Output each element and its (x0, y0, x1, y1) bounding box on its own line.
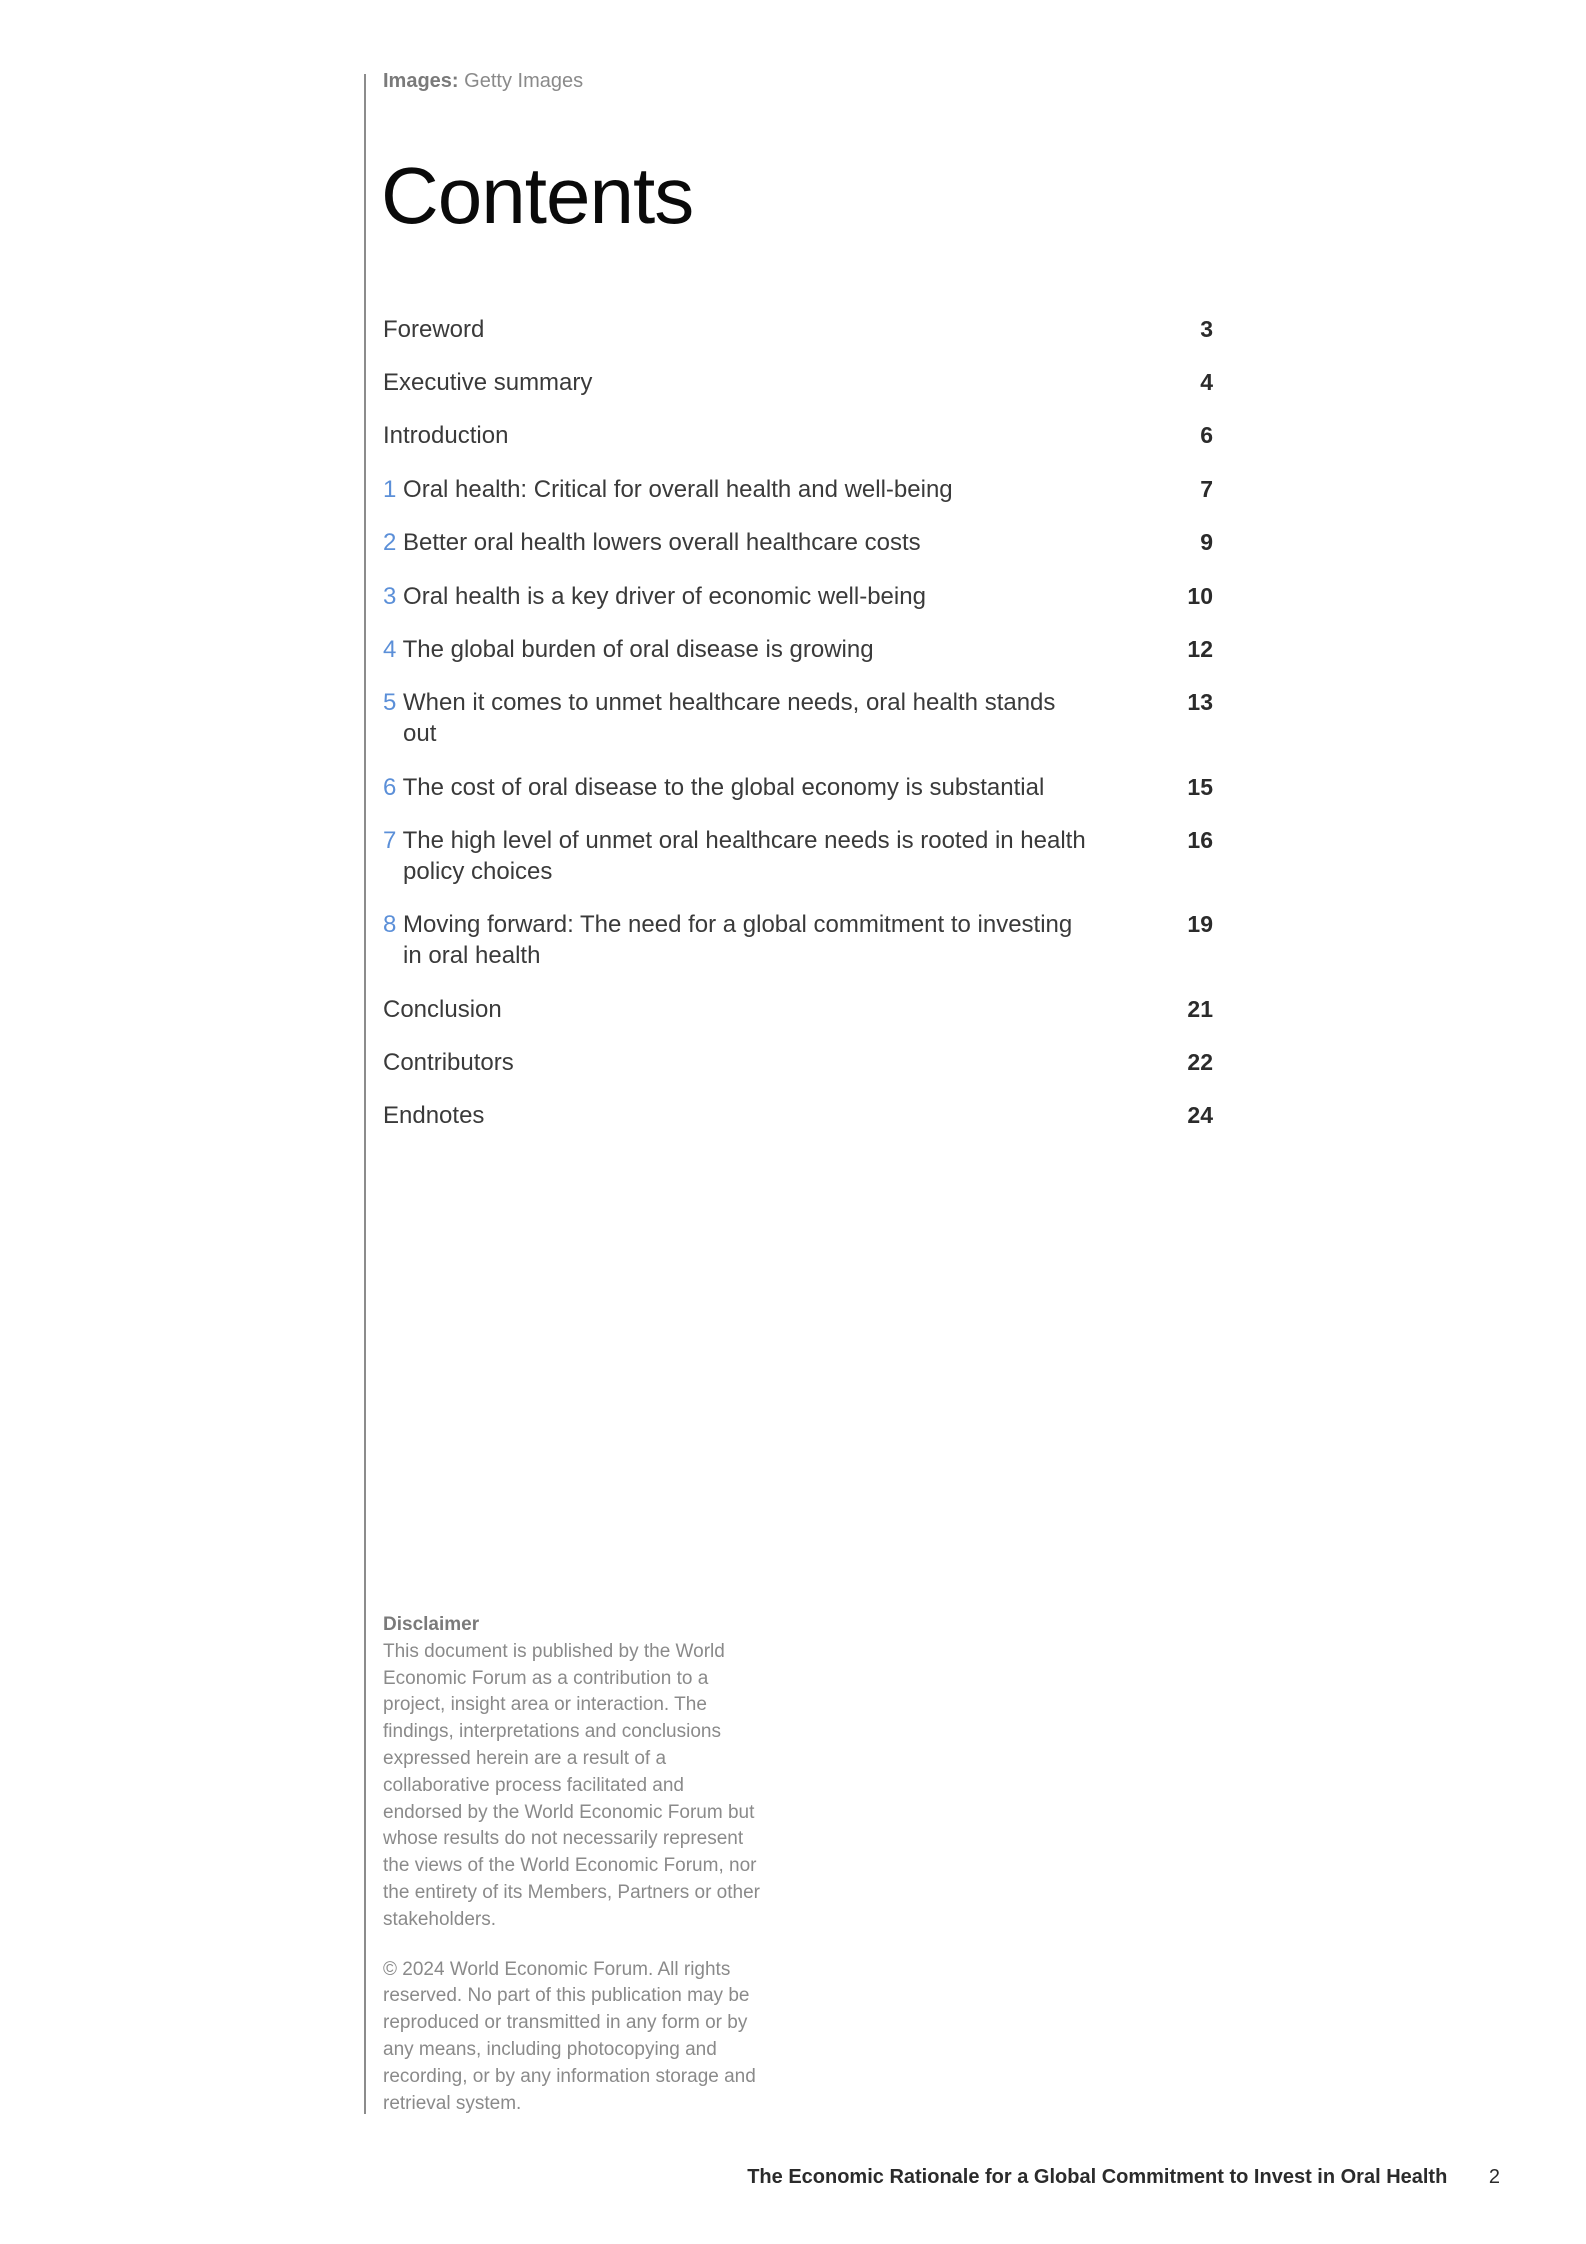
toc-entry-label: The cost of oral disease to the global economy is substantial (402, 774, 1045, 801)
toc-entry[interactable] (383, 634, 1213, 665)
toc-entry-label: When it comes to unmet healthcare needs, oral health stands out (403, 689, 1056, 747)
toc-entry[interactable] (383, 1047, 1213, 1078)
toc-entry-page-number: 9 (1200, 529, 1213, 555)
toc-entry-number: 8 (383, 911, 397, 938)
toc-entry-page-number: 13 (1187, 689, 1213, 715)
toc-entry-label: Oral health: Critical for overall health and well-being (403, 476, 953, 503)
toc-entry[interactable] (383, 314, 1213, 345)
toc-entry[interactable] (383, 581, 1213, 612)
toc-entry-label: Foreword (383, 316, 485, 343)
toc-entry-page-number: 10 (1187, 583, 1213, 609)
toc-entry[interactable] (383, 367, 1213, 398)
footer-document-title: The Economic Rationale for a Global Commitment to Invest in Oral Health (747, 2166, 1448, 2188)
toc-entry[interactable] (383, 772, 1213, 803)
toc-entry-page-number: 16 (1187, 827, 1213, 853)
disclaimer-body: This document is published by the World Economic Forum as a contribution to a project, insight area or interaction. The findings, interpretations and conclusions expressed herein are a result of a collaborative process facilitated and endorsed by the World Economic Forum but whose results do not necessarily represent the views of the World Economic Forum, nor the entirety of its Members, Partners or other stakeholders. (383, 1640, 760, 1930)
footer-page-number: 2 (1488, 2166, 1500, 2188)
toc-entry[interactable] (383, 909, 1213, 971)
toc-entry-page-number: 21 (1187, 996, 1213, 1022)
toc-entry-label: Moving forward: The need for a global commitment to investing in oral health (403, 911, 1073, 969)
toc-entry-number: 3 (383, 583, 397, 610)
toc-entry-page-number: 24 (1187, 1102, 1213, 1128)
toc-entry-label: Endnotes (383, 1102, 485, 1129)
toc-entry[interactable] (383, 527, 1213, 558)
toc-entry[interactable] (383, 1100, 1213, 1131)
toc-entry-label: Better oral health lowers overall healthcare costs (403, 529, 921, 556)
toc-entry-number: 5 (383, 689, 397, 716)
image-credit-value: Getty Images (464, 70, 584, 92)
toc-entry[interactable] (383, 825, 1213, 887)
toc-entry[interactable] (383, 420, 1213, 451)
disclaimer-heading: Disclaimer (383, 1614, 480, 1635)
toc-entry-label: Conclusion (383, 996, 502, 1023)
margin-rule (364, 74, 366, 2114)
toc-entry-label: The global burden of oral disease is growing (402, 636, 874, 663)
image-credit (383, 70, 583, 93)
toc-entry-label: The high level of unmet oral healthcare needs is rooted in health policy choices (402, 827, 1086, 885)
toc-entry-page-number: 12 (1187, 636, 1213, 662)
toc-entry-page-number: 7 (1200, 476, 1213, 502)
toc-entry-page-number: 19 (1187, 911, 1213, 937)
toc-entry-label: Oral health is a key driver of economic well-being (403, 583, 926, 610)
toc-entry-number: 1 (383, 476, 397, 503)
toc-entry[interactable] (383, 474, 1213, 505)
image-credit-label: Images: (383, 70, 459, 92)
toc-entry-number: 4 (383, 636, 397, 663)
toc-entry-page-number: 15 (1187, 774, 1213, 800)
toc-entry-page-number: 22 (1187, 1049, 1213, 1075)
toc-entry-page-number: 4 (1200, 369, 1213, 395)
toc-entry-label: Contributors (383, 1049, 514, 1076)
page-title: Contents (381, 151, 694, 240)
toc-entry-number: 6 (383, 774, 397, 801)
toc-entry-label: Introduction (383, 422, 509, 449)
toc-entry-number: 2 (383, 529, 397, 556)
table-of-contents (383, 314, 1213, 1131)
toc-entry-page-number: 3 (1200, 316, 1213, 342)
page-footer (747, 2166, 1500, 2189)
copyright-notice: © 2024 World Economic Forum. All rights reserved. No part of this publication may be reproduced or transmitted in any form or by any means, including photocopying and recording, or by any information storage and retrieval system. (383, 1958, 756, 2114)
toc-entry[interactable] (383, 687, 1213, 749)
toc-entry-number: 7 (383, 827, 397, 854)
disclaimer-block (383, 1612, 763, 2117)
toc-entry-label: Executive summary (383, 369, 593, 396)
toc-entry-page-number: 6 (1200, 422, 1213, 448)
toc-entry[interactable] (383, 994, 1213, 1025)
